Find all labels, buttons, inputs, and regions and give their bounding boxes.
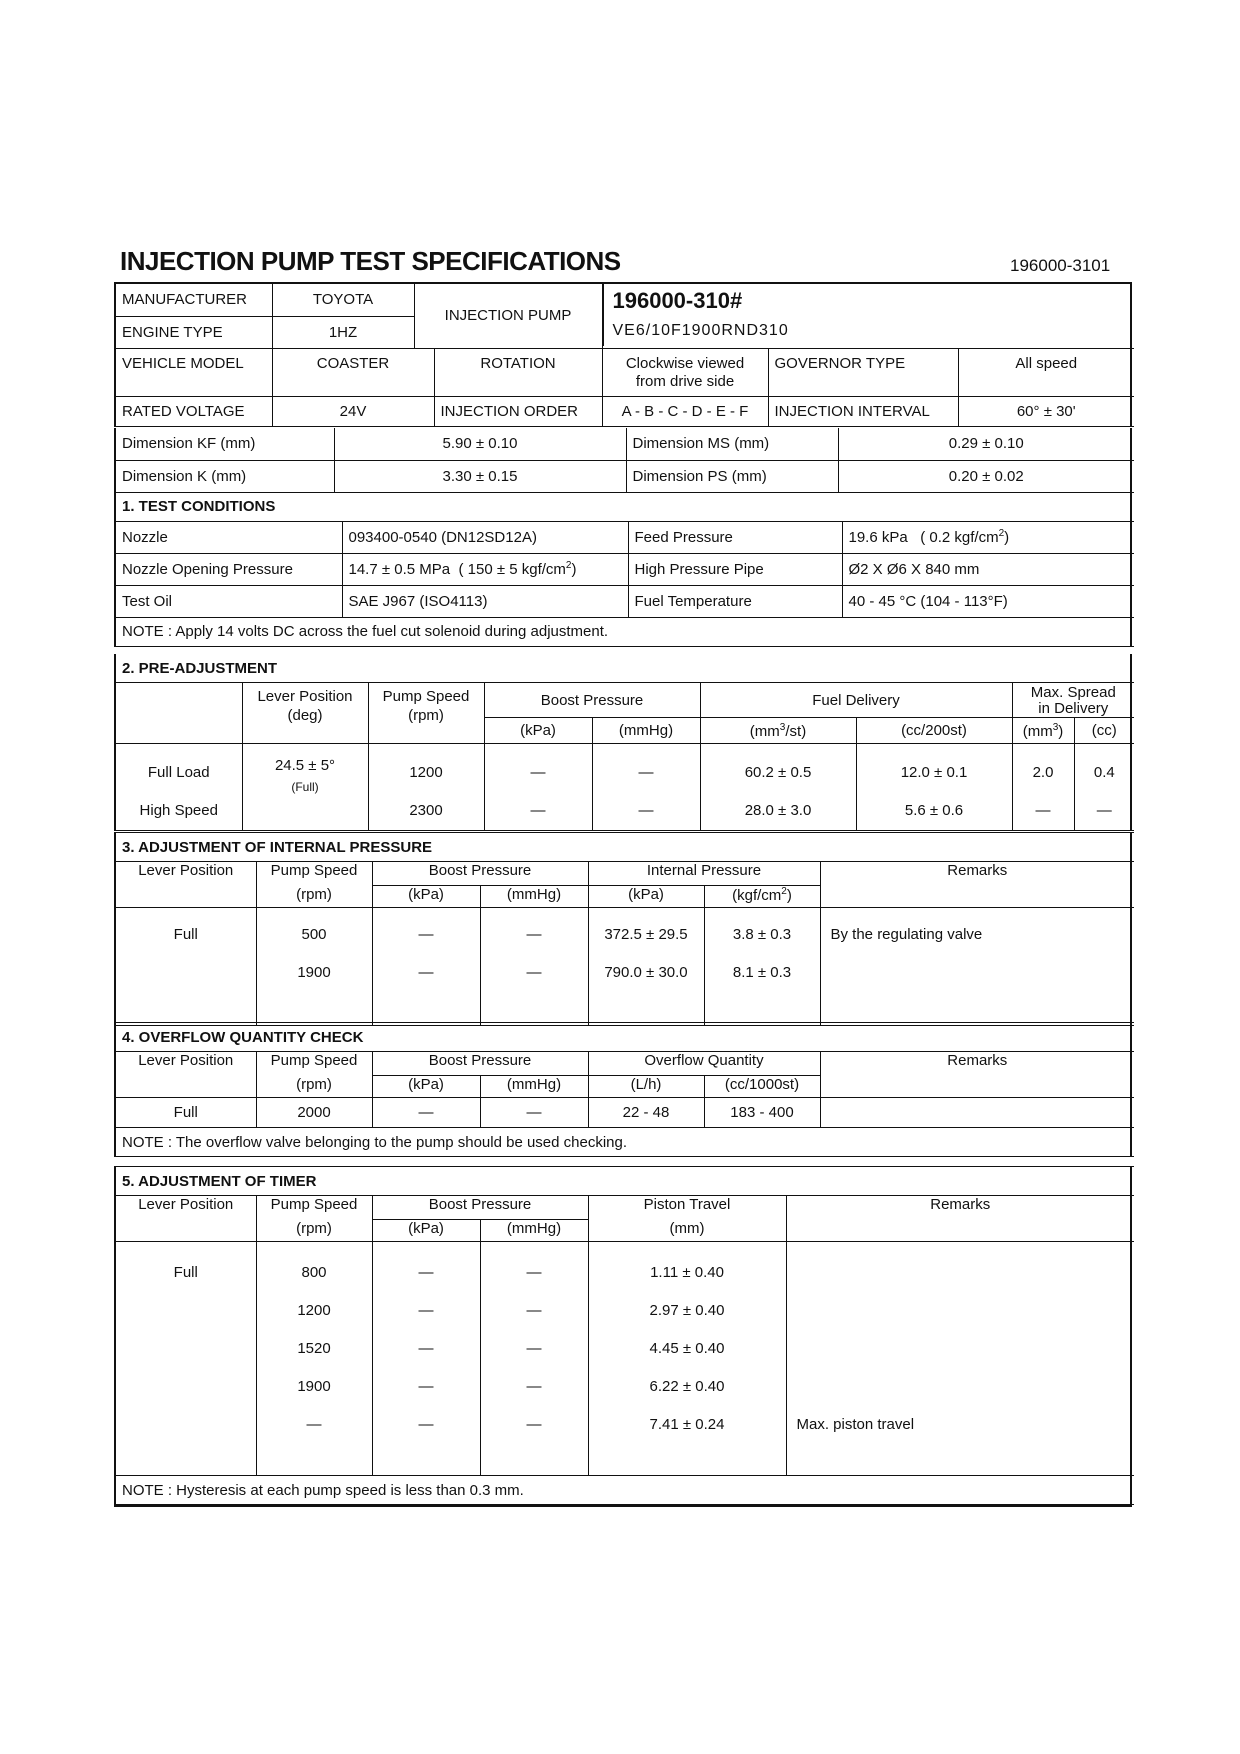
feed-pressure-label: Feed Pressure xyxy=(628,521,842,553)
kpa-value: — xyxy=(418,1302,434,1319)
kpa-value: — xyxy=(372,1098,480,1128)
nop-kgf: ( 150 ± 5 kgf/cm xyxy=(458,561,566,578)
mmhg-value: — xyxy=(526,964,542,981)
tm-mm-header: (mm) xyxy=(588,1220,786,1242)
fuel-temperature-value: 40 - 45 °C (104 - 113°F) xyxy=(842,585,1134,617)
pre-adj-kpa-header: (kPa) xyxy=(484,718,592,744)
remarks-value xyxy=(797,1254,1129,1292)
spread-mm-value: 2.0 xyxy=(1032,764,1054,781)
mmhg-value: — xyxy=(526,926,542,943)
mm3-tail: /st) xyxy=(785,722,807,740)
tm-rpm-header: (rpm) xyxy=(256,1220,372,1242)
tm-remarks-header: Remarks xyxy=(786,1196,1134,1242)
rotation-label: ROTATION xyxy=(434,348,602,396)
document-number: 196000-3101 xyxy=(1010,256,1111,275)
lever-header-2: (deg) xyxy=(287,707,323,724)
lever-value: Full xyxy=(116,1242,256,1476)
dimension-ps-label: Dimension PS (mm) xyxy=(626,460,838,492)
overflow-block xyxy=(114,1022,1132,1157)
section-internal-pressure: 3. ADJUSTMENT OF INTERNAL PRESSURE xyxy=(116,833,1134,862)
mmhg-value: — xyxy=(526,1378,542,1395)
of-remarks-header: Remarks xyxy=(820,1052,1134,1098)
fuel-temperature-label: Fuel Temperature xyxy=(628,585,842,617)
tm-boost-header: Boost Pressure xyxy=(372,1196,588,1220)
dimension-ms-value: 0.29 ± 0.10 xyxy=(838,428,1134,460)
ip-ikgf-header: $(kgf/cm^2)$ xyxy=(704,886,820,908)
tm-piston-header: Piston Travel xyxy=(588,1196,786,1220)
piston-travel-value: 6.22 ± 0.40 xyxy=(649,1378,725,1395)
piston-travel-value: 1.11 ± 0.40 xyxy=(650,1264,724,1281)
remarks-value xyxy=(797,1292,1129,1330)
of-mmhg-header: (mmHg) xyxy=(480,1076,588,1098)
rated-voltage-value: 24V xyxy=(272,396,434,426)
superscript: 2 xyxy=(781,886,787,897)
vehicle-model-label: VEHICLE MODEL xyxy=(116,348,272,396)
kpa-value: — xyxy=(418,1264,434,1281)
pump-model: VE6/10F1900RND310 xyxy=(612,322,789,339)
test-conditions-note: NOTE : Apply 14 volts DC across the fuel cut solenoid during adjustment. xyxy=(116,617,1134,646)
pre-adj-mmhg-header: (mmHg) xyxy=(592,718,700,744)
section-timer: 5. ADJUSTMENT OF TIMER xyxy=(116,1167,1134,1196)
speed-value: 1200 xyxy=(409,764,443,781)
high-pressure-pipe-value: Ø2 X Ø6 X 840 mm xyxy=(842,553,1134,585)
cc-value: 12.0 ± 0.1 xyxy=(900,764,968,781)
of-blank xyxy=(116,1076,256,1098)
rotation-line-2: from drive side xyxy=(635,372,735,390)
nozzle-opening-pressure-value: 14.7 ± 0.5 MPa ( 150 ± 5 kgf/$cm^2$) xyxy=(342,553,628,585)
kpa-value: — xyxy=(418,1378,434,1395)
tm-kpa-header: (kPa) xyxy=(372,1220,480,1242)
engine-type-label: ENGINE TYPE xyxy=(116,316,272,348)
ip-internal-header: Internal Pressure xyxy=(588,862,820,886)
pump-id-cell xyxy=(602,284,1134,348)
row-label-high-speed: High Speed xyxy=(139,802,218,819)
remarks-value xyxy=(797,1330,1129,1368)
injection-interval-value: 60° ± 30' xyxy=(958,396,1134,426)
speed-value: 2000 xyxy=(256,1098,372,1128)
mmhg-value: — xyxy=(638,764,654,781)
of-rpm-header: (rpm) xyxy=(256,1076,372,1098)
internal-kgf-value: 8.1 ± 0.3 xyxy=(732,964,792,981)
mm3-value: 28.0 ± 3.0 xyxy=(744,802,812,819)
speed-value: — xyxy=(306,1416,322,1433)
dimension-ps-value: 0.20 ± 0.02 xyxy=(838,460,1134,492)
remarks-value xyxy=(797,1368,1129,1406)
speed-value: 1900 xyxy=(297,1378,331,1395)
ip-kpa-header: (kPa) xyxy=(372,886,480,908)
mmhg-value: — xyxy=(526,1302,542,1319)
kpa-value: — xyxy=(530,764,546,781)
dimension-kf-value: 5.90 ± 0.10 xyxy=(334,428,626,460)
ip-mmhg-header: (mmHg) xyxy=(480,886,588,908)
pre-adj-spread-mm-header: $(mm^3)$ xyxy=(1012,718,1074,744)
spread-cc-value: 0.4 xyxy=(1093,764,1115,781)
internal-kgf-value: 3.8 ± 0.3 xyxy=(732,926,792,943)
ikgf-text: (kgf/cm xyxy=(732,887,782,904)
manufacturer-value: TOYOTA xyxy=(272,284,414,316)
spread-header-1: Max. Spread xyxy=(1030,684,1116,701)
pump-number: 196000-310# xyxy=(612,288,743,313)
governor-value: All speed xyxy=(958,348,1134,396)
pre-adj-spread-header xyxy=(1012,683,1134,718)
speed-value: 1200 xyxy=(297,1302,331,1319)
tm-lever-header: Lever Position xyxy=(116,1196,256,1220)
spread-header-2: in Delivery xyxy=(1038,700,1109,717)
section-overflow: 4. OVERFLOW QUANTITY CHECK xyxy=(116,1023,1134,1052)
speed-value: 1520 xyxy=(297,1340,331,1357)
tm-blank xyxy=(116,1220,256,1242)
governor-label: GOVERNOR TYPE xyxy=(768,348,958,396)
spread-cc-value: — xyxy=(1096,802,1112,819)
ip-ikpa-header: (kPa) xyxy=(588,886,704,908)
of-lh-header: (L/h) xyxy=(588,1076,704,1098)
lever-header-1: Lever Position xyxy=(257,688,353,705)
ip-lever-header: Lever Position xyxy=(116,862,256,886)
section-pre-adjustment: 2. PRE-ADJUSTMENT xyxy=(116,654,1134,683)
remarks-value: Max. piston travel xyxy=(796,1416,915,1433)
piston-travel-value: 4.45 ± 0.40 xyxy=(649,1340,725,1357)
pre-adj-speed-header xyxy=(368,683,484,744)
of-speed-header: Pump Speed xyxy=(256,1052,372,1076)
mmhg-value: — xyxy=(526,1340,542,1357)
spread-mm-text: (mm xyxy=(1022,722,1053,740)
test-oil-value: SAE J967 (ISO4113) xyxy=(342,585,628,617)
cc-value: 183 - 400 xyxy=(704,1098,820,1128)
lh-value: 22 - 48 xyxy=(588,1098,704,1128)
injection-interval-label: INJECTION INTERVAL xyxy=(768,396,958,426)
kpa-value: — xyxy=(530,802,546,819)
pre-adj-fuel-header: Fuel Delivery xyxy=(700,683,1012,718)
mmhg-value: — xyxy=(638,802,654,819)
rated-voltage-label: RATED VOLTAGE xyxy=(116,396,272,426)
nozzle-opening-pressure-label: Nozzle Opening Pressure xyxy=(116,553,342,585)
tm-speed-header: Pump Speed xyxy=(256,1196,372,1220)
mmhg-value: — xyxy=(480,1098,588,1128)
pre-adj-cc-header: (cc/200st) xyxy=(856,718,1012,744)
dimension-ms-label: Dimension MS (mm) xyxy=(626,428,838,460)
injection-order-value: A - B - C - D - E - F xyxy=(602,396,768,426)
pre-adj-lever-header xyxy=(242,683,368,744)
internal-pressure-block xyxy=(114,832,1132,1026)
timer-block xyxy=(114,1166,1132,1507)
feed-pressure-value: 19.6 kPa ( 0.2 kgf/$cm^2$) xyxy=(842,521,1134,553)
ip-speed-header: Pump Speed xyxy=(256,862,372,886)
superscript: 3 xyxy=(1052,721,1059,733)
ip-rpm-header: (rpm) xyxy=(256,886,372,908)
feed-pressure-kgf: ( 0.2 kgf/cm xyxy=(920,529,999,546)
kpa-value: — xyxy=(418,926,434,943)
mmhg-value: — xyxy=(526,1264,542,1281)
page-title: INJECTION PUMP TEST SPECIFICATIONS xyxy=(120,246,621,276)
superscript: 2 xyxy=(565,560,572,571)
tm-mmhg-header: (mmHg) xyxy=(480,1220,588,1242)
speed-value: 1900 xyxy=(297,964,331,981)
speed-header-2: (rpm) xyxy=(408,707,444,724)
overflow-note: NOTE : The overflow valve belonging to the pump should be used checking. xyxy=(116,1128,1134,1157)
mm3-value: 60.2 ± 0.5 xyxy=(744,764,812,781)
rotation-line-1: Clockwise viewed xyxy=(625,354,745,372)
nozzle-label: Nozzle xyxy=(116,521,342,553)
speed-header-1: Pump Speed xyxy=(382,688,470,705)
ip-remarks-header: Remarks xyxy=(820,862,1134,908)
table-row xyxy=(116,744,1134,831)
table-row xyxy=(116,908,1134,1026)
section-test-conditions: 1. TEST CONDITIONS xyxy=(116,493,1134,522)
injection-pump-label: INJECTION PUMP xyxy=(414,284,602,348)
remarks-value xyxy=(820,1098,1134,1128)
test-oil-label: Test Oil xyxy=(116,585,342,617)
mm3-text: (mm xyxy=(749,722,780,740)
cc-value: 5.6 ± 0.6 xyxy=(904,802,964,819)
dimension-k-value: 3.30 ± 0.15 xyxy=(334,460,626,492)
vehicle-model-value: COASTER xyxy=(272,348,434,396)
ip-blank xyxy=(116,886,256,908)
manufacturer-label: MANUFACTURER xyxy=(116,284,272,316)
of-boost-header: Boost Pressure xyxy=(372,1052,588,1076)
internal-kpa-value: 790.0 ± 30.0 xyxy=(604,964,688,981)
lever-sub-value: (Full) xyxy=(291,780,319,794)
row-label-full-load: Full Load xyxy=(147,764,210,781)
speed-value: 500 xyxy=(301,926,327,943)
engine-type-value: 1HZ xyxy=(272,316,414,348)
lever-value: 24.5 ± 5° xyxy=(274,757,336,774)
feed-pressure-kpa: 19.6 kPa xyxy=(848,529,908,546)
of-quantity-header: Overflow Quantity xyxy=(588,1052,820,1076)
speed-value: 2300 xyxy=(409,802,443,819)
kpa-value: — xyxy=(418,964,434,981)
piston-travel-value: 2.97 ± 0.40 xyxy=(649,1302,725,1319)
internal-kpa-value: 372.5 ± 29.5 xyxy=(604,926,688,943)
dimension-k-label: Dimension K (mm) xyxy=(116,460,334,492)
remarks-value: By the regulating valve xyxy=(830,926,983,943)
dimensions-block xyxy=(114,428,1132,647)
ip-boost-header: Boost Pressure xyxy=(372,862,588,886)
table-row xyxy=(116,1242,1134,1476)
injection-order-label: INJECTION ORDER xyxy=(434,396,602,426)
general-info-block xyxy=(114,282,1132,427)
ip-lever-value: Full xyxy=(116,908,256,1026)
mmhg-value: — xyxy=(526,1416,542,1433)
piston-travel-value: 7.41 ± 0.24 xyxy=(649,1416,725,1433)
pre-adjustment-block xyxy=(114,654,1132,831)
dimension-kf-label: Dimension KF (mm) xyxy=(116,428,334,460)
pre-adj-mm3-header xyxy=(700,718,856,744)
superscript: 2 xyxy=(998,528,1005,539)
nop-mpa: 14.7 ± 0.5 MPa xyxy=(348,561,451,578)
nozzle-value: 093400-0540 (DN12SD12A) xyxy=(342,521,628,553)
of-lever-header: Lever Position xyxy=(116,1052,256,1076)
speed-value: 800 xyxy=(301,1264,327,1281)
rotation-value xyxy=(602,348,768,396)
timer-note: NOTE : Hysteresis at each pump speed is less than 0.3 mm. xyxy=(116,1476,1134,1505)
superscript: 3 xyxy=(779,721,786,733)
pre-adj-spread-cc-header: (cc) xyxy=(1074,718,1134,744)
kpa-value: — xyxy=(418,1416,434,1433)
high-pressure-pipe-label: High Pressure Pipe xyxy=(628,553,842,585)
of-kpa-header: (kPa) xyxy=(372,1076,480,1098)
spread-mm-value: — xyxy=(1035,802,1051,819)
kpa-value: — xyxy=(418,1340,434,1357)
pre-adj-boost-header: Boost Pressure xyxy=(484,683,700,718)
pre-adj-blank-header xyxy=(116,683,242,744)
lever-value: Full xyxy=(116,1098,256,1128)
of-cc-header: (cc/1000st) xyxy=(704,1076,820,1098)
table-row xyxy=(116,1098,1134,1128)
